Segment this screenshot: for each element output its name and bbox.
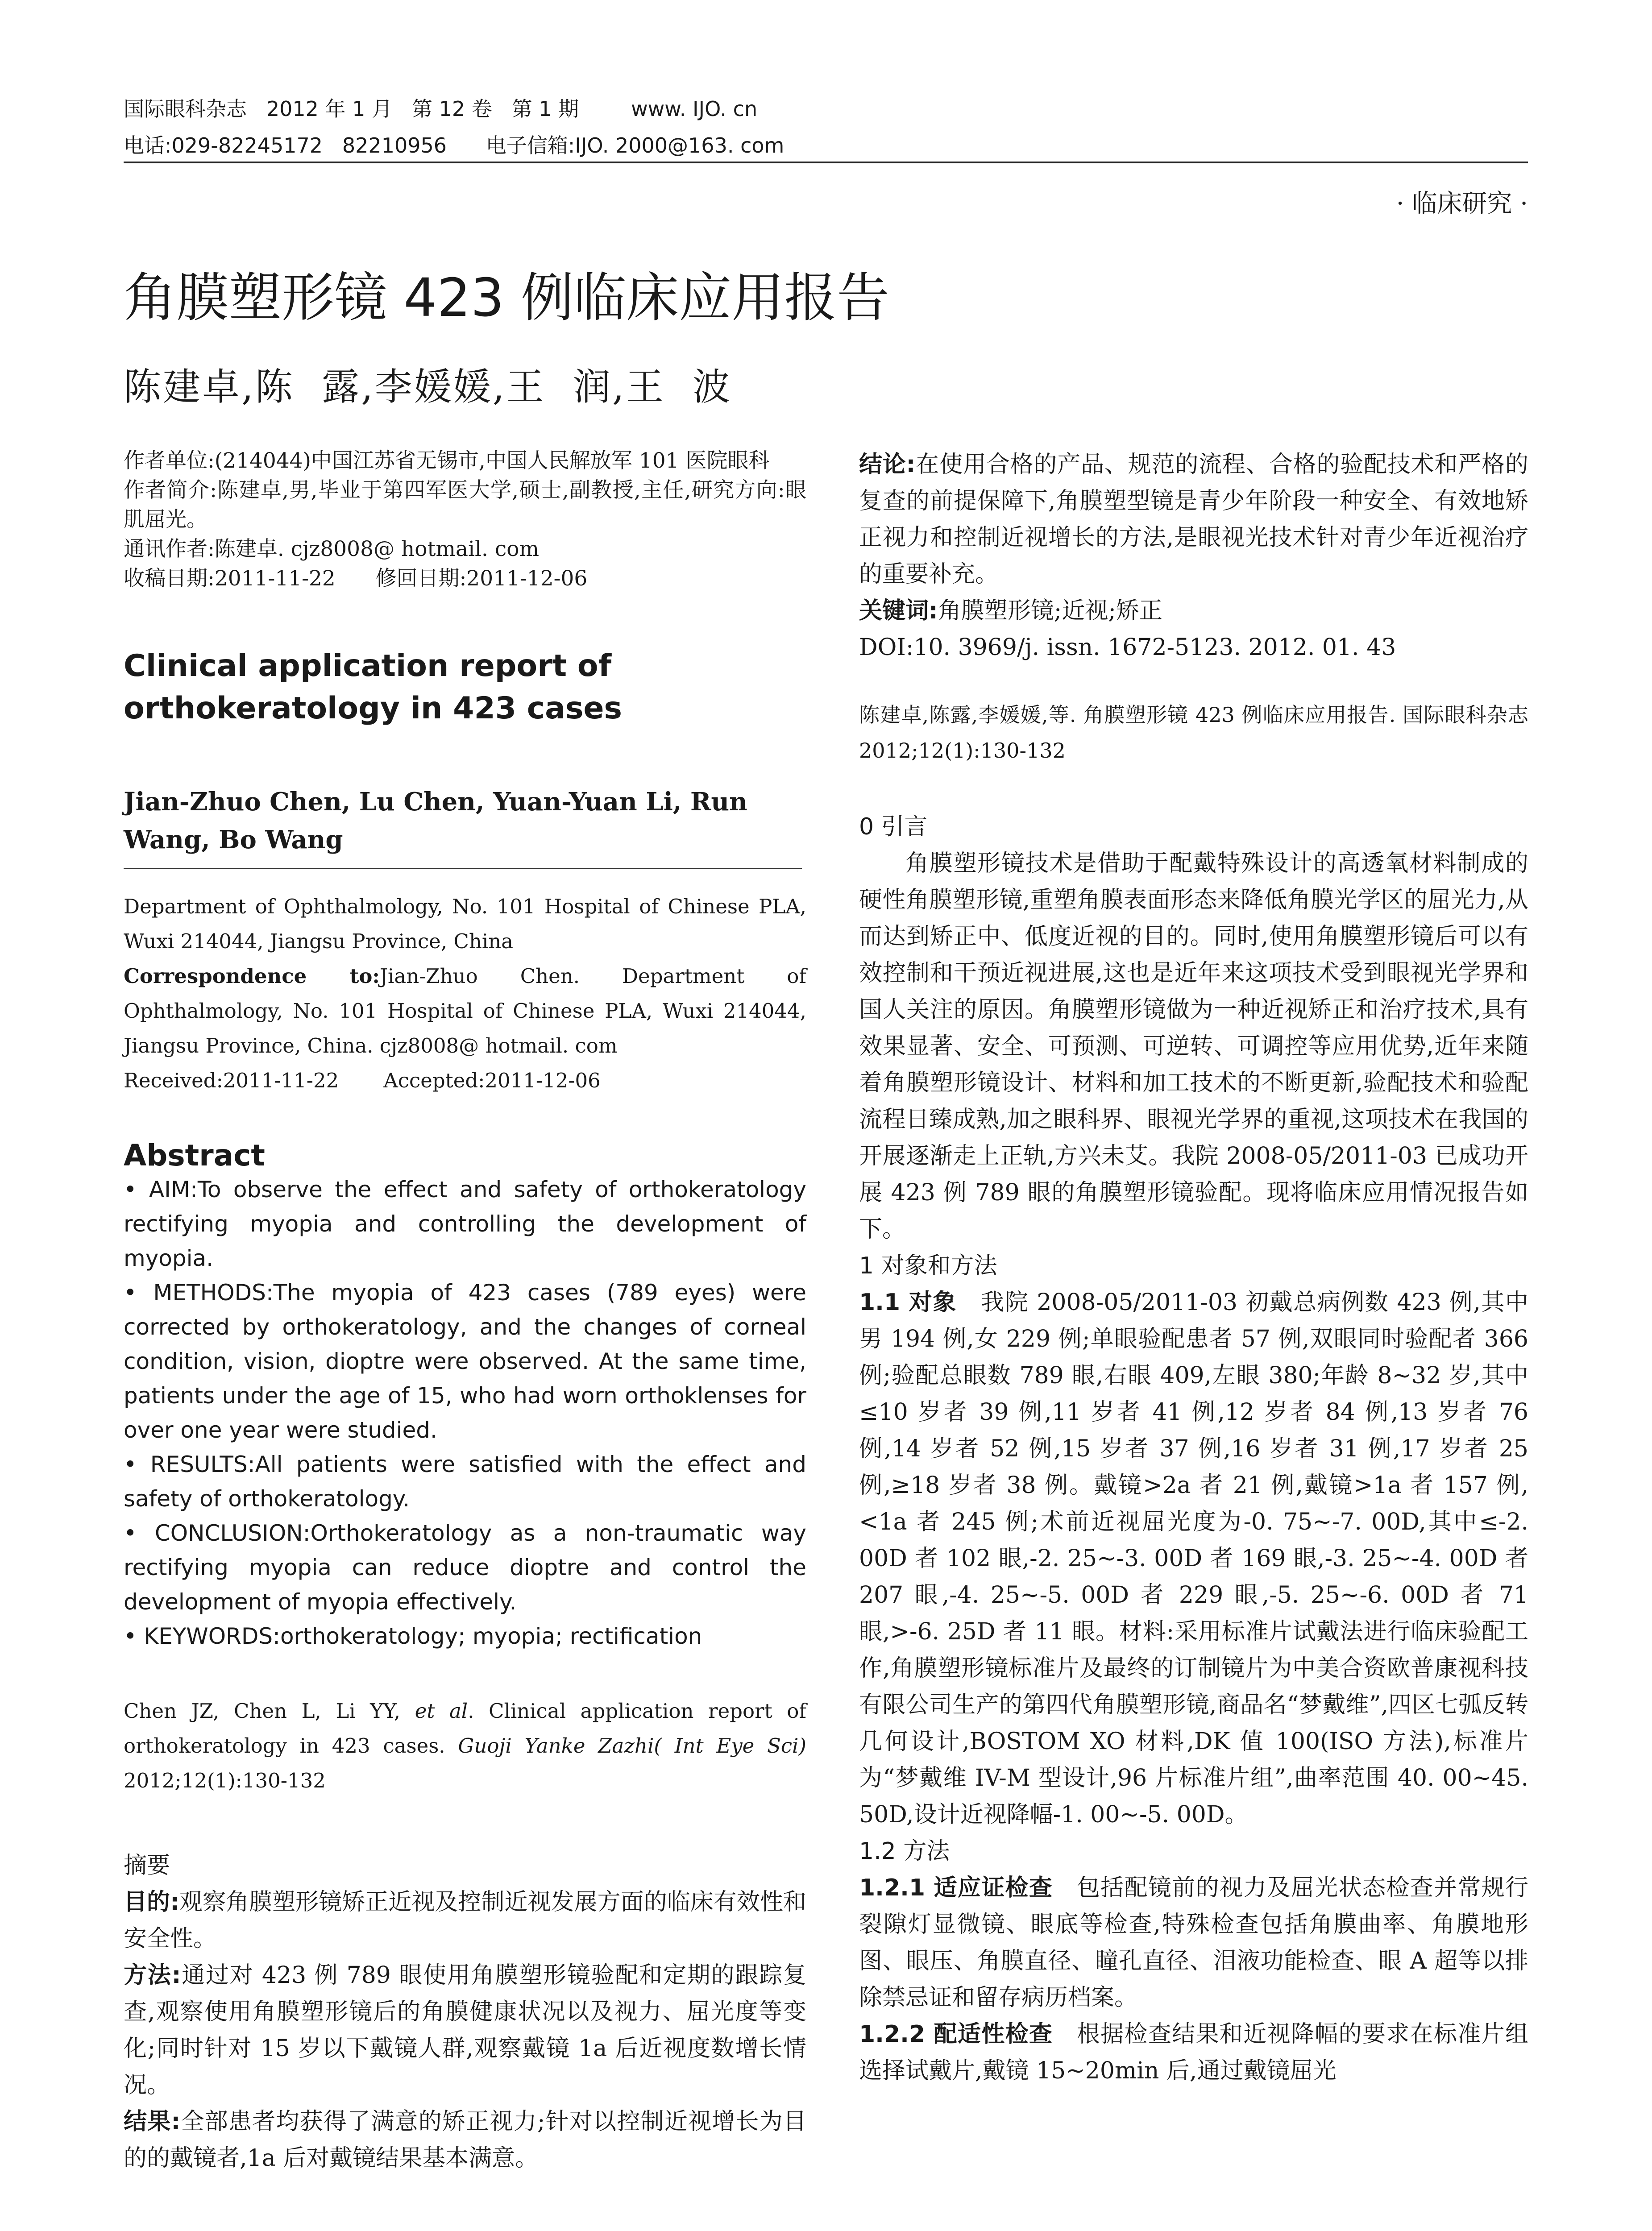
abstract-conclusion [124, 1516, 806, 1619]
citation-authors: Chen JZ, Chen L, Li YY, [124, 1699, 401, 1723]
corresponding-author: 通讯作者:陈建卓. cjz8008@ hotmail. com [124, 537, 540, 561]
cn-citation: 陈建卓,陈露,李媛媛,等. 角膜塑形镜 423 例临床应用报告. 国际眼科杂志 2012;12(1):130-132 [859, 703, 1528, 763]
english-correspondence [124, 959, 806, 1063]
results-text: All patients were satisfied with the effect and safety of orthokeratology. [124, 1451, 806, 1512]
keywords-label: • KEYWORDS: [124, 1623, 280, 1649]
english-title: Clinical application report of orthokeratology in 423 cases [124, 648, 623, 726]
correspondence-label: Correspondence to: [124, 964, 380, 988]
citation-title: . Clinical application report of orthokeratology in 423 cases. [124, 1699, 806, 1758]
citation-volume: 2012;12(1):130-132 [124, 1769, 326, 1792]
correspondence-text: Jian-Zhuo Chen. Department of Ophthalmology, No. 101 Hospital of Chinese PLA, Wuxi 214044, Jiangsu Province, China. cjz8008@ hotmail. com [124, 964, 806, 1057]
citation-journal: Guoji Yanke Zazhi( Int Eye Sci) [458, 1734, 806, 1758]
cn-aim-label: 目的: [124, 1889, 179, 1916]
abstract-aim [124, 1173, 806, 1276]
section-1-2-1-text: 包括配镜前的视力及屈光状态检查并常规行裂隙灯显微镜、眼底等检查,特殊检查包括角膜曲率、角膜地形图、眼压、角膜直径、瞳孔直径、泪液功能检查、眼 A 超等以排除禁忌证和留存病历档案。 [859, 1874, 1528, 2011]
cn-conclusion-label: 结论: [859, 451, 916, 478]
left-column [124, 446, 806, 2177]
english-department: Department of Ophthalmology, No. 101 Hospital of Chinese PLA, Wuxi 214044, Jiangsu Province, China [124, 895, 806, 953]
methods-text: The myopia of 423 cases (789 eyes) were corrected by orthokeratology, and the changes of corneal condition, vision, dioptre were observed. At the same time, patients under the age of 15, who had worn orthoklenses for over one year were studied. [124, 1280, 806, 1443]
section-1-2-2-label: 1.2.2 配适性检查 [859, 2021, 1053, 2048]
section-1-2-2 [859, 2016, 1528, 2089]
aim-label: • AIM: [124, 1177, 198, 1203]
cn-methods-label: 方法: [124, 1962, 181, 1989]
intro-text: 角膜塑形镜技术是借助于配戴特殊设计的高透氧材料制成的硬性角膜塑形镜,重塑角膜表面形态来降低角膜光学区的屈光力,从而达到矫正中、低度近视的目的。同时,使用角膜塑形镜后可以有效控制和干预近视进展,这也是近年来这项技术受到眼视光学界和国人关注的原因。角膜塑形镜做为一种近视矫正和治疗技术,具有效果显著、安全、可预测、可逆转、可调控等应用优势,近年来随着角膜塑形镜设计、材料和加工技术的不断更新,验配技术和验配流程日臻成熟,加之眼科界、眼视光学界的重视,这项技术在我国的开展逐渐走上正轨,方兴未艾。我院 2008-05/2011-03 已成功开展 423 例 789 眼的角膜塑形镜验配。现将临床应用情况报告如下。 [859, 850, 1528, 1243]
results-label: • RESULTS: [124, 1451, 255, 1477]
cn-conclusion-text: 在使用合格的产品、规范的流程、合格的验配技术和严格的复查的前提保障下,角膜塑型镜是青少年阶段一种安全、有效地矫正视力和控制近视增长的方法,是眼视光技术针对青少年近视治疗的重要补充。 [859, 451, 1528, 588]
cn-abstract-results [124, 2103, 806, 2177]
cn-abstract-conclusion [859, 446, 1528, 593]
keywords-text: orthokeratology; myopia; rectification [280, 1623, 702, 1649]
section-1-heading: 1 对象和方法 [859, 1252, 997, 1279]
cn-results-text: 全部患者均获得了满意的矫正视力;针对以控制近视增长为目的的戴镜者,1a 后对戴镜结果基本满意。 [124, 2108, 806, 2172]
conclusion-text: Orthokeratology as a non-traumatic way rectifying myopia can reduce dioptre and control the development of myopia effectively. [124, 1520, 806, 1615]
right-column [859, 446, 1528, 2089]
citation-etal: et al [415, 1699, 468, 1723]
section-1-2-2-text: 根据检查结果和近视降幅的要求在标准片组选择试戴片,戴镜 15~20min 后,通过戴镜屈光 [859, 2021, 1528, 2084]
abstract-heading: Abstract [124, 1138, 265, 1173]
cn-keywords-text: 角膜塑形镜;近视;矫正 [938, 597, 1162, 624]
english-authors: Jian-Zhuo Chen, Lu Chen, Yuan-Yuan Li, Run Wang, Bo Wang [124, 787, 747, 854]
header-divider [124, 162, 1528, 163]
section-tag: · 临床研究 · [1396, 189, 1528, 218]
abstract-results [124, 1447, 806, 1516]
english-citation [124, 1694, 806, 1798]
cn-keywords [859, 593, 1528, 629]
section-1-2-1-label: 1.2.1 适应证检查 [859, 1874, 1053, 1901]
abstract-methods [124, 1276, 806, 1447]
doi: DOI:10. 3969/j. issn. 1672-5123. 2012. 01. 43 [859, 634, 1396, 661]
cn-results-label: 结果: [124, 2108, 181, 2135]
abstract-keywords [124, 1619, 806, 1654]
section-1-2-1 [859, 1870, 1528, 2016]
author-unit: 作者单位:(214044)中国江苏省无锡市,中国人民解放军 101 医院眼科 [124, 448, 770, 473]
english-received: Received:2011-11-22 Accepted:2011-12-06 [124, 1069, 601, 1092]
article-authors: 陈建卓,陈 露,李媛媛,王 润,王 波 [124, 365, 732, 409]
author-intro: 作者简介:陈建卓,男,毕业于第四军医大学,硕士,副教授,主任,研究方向:眼肌屈光。 [124, 478, 806, 532]
cn-aim-text: 观察角膜塑形镜矫正近视及控制近视发展方面的临床有效性和安全性。 [124, 1889, 806, 1952]
aim-text: To observe the effect and safety of orthokeratology rectifying myopia and controlling the development of myopia. [124, 1177, 806, 1271]
cn-keywords-label: 关键词: [859, 597, 938, 624]
journal-header-line-1: 国际眼科杂志 2012 年 1 月 第 12 卷 第 1 期 www. IJO. cn [124, 97, 758, 121]
cn-abstract-methods [124, 1957, 806, 2103]
section-1-1 [859, 1284, 1528, 1833]
journal-header-line-2: 电话:029-82245172 82210956 电子信箱:IJO. 2000@163. com [124, 133, 784, 158]
section-1-1-label: 1.1 对象 [859, 1289, 957, 1316]
section-1-2-heading: 1.2 方法 [859, 1838, 950, 1865]
cn-abstract-heading: 摘要 [124, 1852, 170, 1879]
received-dates: 收稿日期:2011-11-22 修回日期:2011-12-06 [124, 566, 588, 591]
section-1-1-text: 我院 2008-05/2011-03 初戴总病例数 423 例,其中男 194 例,女 229 例;单眼验配患者 57 例,双眼同时验配者 366 例;验配总眼数 789 眼,右眼 409,左眼 380;年龄 8~32 岁,其中≤10 岁者 39 例,11 岁者 41 例,12 岁者 84 例,13 岁者 76 例,14 岁者 52 例,15 岁者 37 例,16 岁者 31 例,17 岁者 25 例,≥18 岁者 38 例。戴镜>2a 者 21 例,戴镜>1a 者 157 例,<1a 者 245 例;术前近视屈光度为-0. 75~-7. 00D,其中≤-2. 00D 者 102 眼,-2. 25~-3. 00D 者 169 眼,-3. 25~-4. 00D 者 207 眼,-4. 25~-5. 00D 者 229 眼,-5. 25~-6. 00D 者 71 眼,>-6. 25D 者 11 眼。材料:采用标准片试戴法进行临床验配工作,角膜塑形镜标准片及最终的订制镜片为中美合资欧普康视科技有限公司生产的第四代角膜塑形镜,商品名“梦戴维”,四区七弧反转几何设计,BOSTOM XO 材料,DK 值 100(ISO 方法),标准片为“梦戴维 IV-M 型设计,96 片标准片组”,曲率范围 40. 00~45. 50D,设计近视降幅-1. 00~-5. 00D。 [859, 1289, 1528, 1828]
cn-abstract-aim [124, 1884, 806, 1957]
intro-heading: 0 引言 [859, 813, 928, 840]
conclusion-label: • CONCLUSION: [124, 1520, 311, 1546]
cn-methods-text: 通过对 423 例 789 眼使用角膜塑形镜验配和定期的跟踪复查,观察使用角膜塑形镜后的角膜健康状况以及视力、屈光度等变化;同时针对 15 岁以下戴镜人群,观察戴镜 1a 后近视度数增长情况。 [124, 1962, 807, 2098]
methods-label: • METHODS: [124, 1280, 274, 1306]
article-title: 角膜塑形镜 423 例临床应用报告 [124, 267, 890, 328]
